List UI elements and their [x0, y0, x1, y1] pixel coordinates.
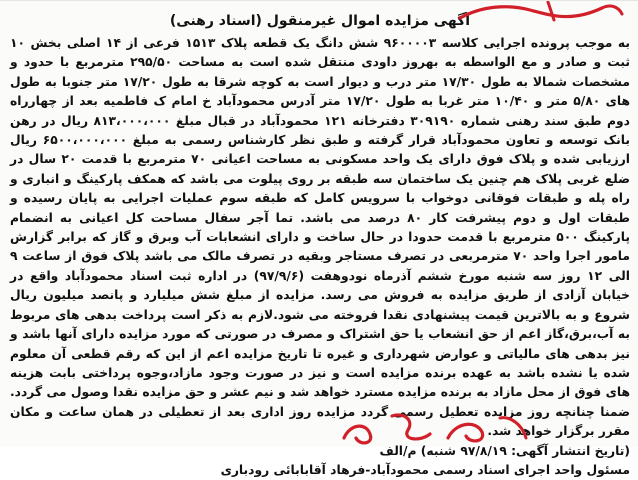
notice-title: آگهی مزایده اموال غیرمنقول (اسناد رهنی) [169, 13, 471, 29]
red-pen-mark-bottom [330, 408, 540, 447]
publication-date-line: (تاریخ انتشار آگهی: ۹۷/۸/۱۹ شنبه) م/الف [379, 443, 630, 458]
notice-text-block [10, 8, 631, 477]
notice-body: به موجب پرونده اجرایی کلاسه ۹۶۰۰۰۰۳ شش دانگ یک قطعه پلاک ۱۵۱۳ فرعی از ۱۴ اصلی بخش ۱۰ ثبت و صادر و مع الواسطه به بهروز داودی منتقل شده است به مساحت ۲۹۵/۵۰ مترمربع با حدود و مشخصات شمالا به طول ۱۷/۳۰ متر درب و دیوار است به کوچه شرقا به طول ۱۷/۲۰ متر جنوبا به طول های ۵/۸۰ متر و ۱۰/۴۰ متر غربا به طول ۱۷/۲۰ متر آدرس محمودآباد خ امام ک فاطمیه بعد از چهارراه دوم طبق سند رهنی شماره ۳۰۹۱۹۰ دفترخانه ۱۲۱ محمودآباد در قبال مبلغ ۸۱۳،۰۰۰،۰۰۰ ریال در رهن بانک توسعه و تعاون محمودآباد قرار گرفته و طبق نظر کارشناس رسمی به مبلغ ۶۵۰۰،۰۰۰،۰۰۰ ریال ارزیابی شده و پلاک فوق دارای یک واحد مسکونی به مساحت اعیانی ۷۰ مترمربع با قدمت ۲۰ سال در ضلع غربی پلاک هم چنین یک ساختمان سه طبقه بر روی پیلوت می باشد که همکف پارکینگ و انباری و راه پله و طبقات فوقانی دوخواب با سرویس کامل که طبقه سوم عملیات اجرایی به پایان رسیده و طبقات اول و دوم پیشرفت کار ۸۰ درصد می باشد. تما آجر سفال مساحت کل اعیانی به انضمام پارکینگ ۵۰۰ مترمربع با قدمت حدودا در حال ساخت و دارای انشعابات آب وبرق و گاز که برابر گزارش مامور اجرا واحد ۷۰ مترمربعی در تصرف مستاجر وبقیه در تصرف مالک می باشد پلاک فوق از ساعت ۹ الی ۱۲ روز سه شنبه مورخ ششم آذرماه نودوهفت (۹۷/۹/۶) در اداره ثبت اسناد محمودآباد واقع در خیابان آزادی از طریق مزایده به فروش می رسد. مزایده از مبلغ شش میلیارد و پانصد میلیون ریال شروع و به بالاترین قیمت پیشنهادی نقدا فروخته می شود.لازم به ذکر است پرداخت بدهی های مربوط به آب،برق،گاز اعم از حق انشعاب یا حق اشتراک و مصرف در صورتی که مورد مزایده دارای آنها باشد و نیز بدهی های مالیاتی و عوارض شهرداری و غیره تا تاریخ مزایده اعم از این که رقم قطعی آن معلوم شده یا نشده باشد به عهده برنده مزایده است و نیز در صورت وجود مازاد،وجوه پرداختی بابت هزینه های فوق از محل مازاد به برنده مزایده مسترد خواهد شد و نیم عشر و حق مزایده نقدا وصول می گردد. ضمنا چنانچه روز مزایده تعطیل رسمی گردد مزایده روز اداری بعد از تعطیلی در همان ساعت و مکان مقرر برگزار خواهد شد. [10, 36, 631, 439]
signature-line: مسئول واحد اجرای اسناد رسمی محمودآباد-فرهاد آقابابائی رودباری [220, 462, 630, 477]
red-pen-mark-top [452, 0, 632, 26]
